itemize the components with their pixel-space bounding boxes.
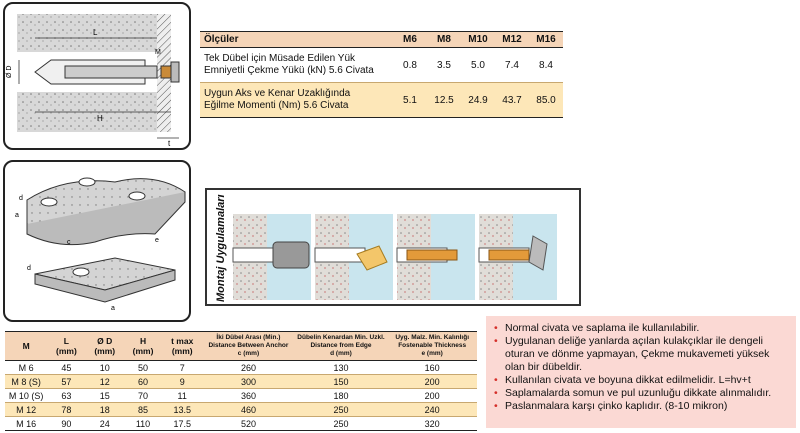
dim-cell: 460 xyxy=(202,403,294,417)
load-value: 7.4 xyxy=(495,48,529,83)
dim-label-m: M xyxy=(155,49,161,56)
load-row-label xyxy=(200,48,393,83)
dim-cell: 200 xyxy=(387,389,477,403)
dim-cell: 11 xyxy=(162,389,202,403)
dim-cell: 150 xyxy=(295,375,388,389)
load-row-label xyxy=(200,83,393,118)
label-line: Eğilme Momenti (Nm) 5.6 Civata xyxy=(204,100,349,111)
dim-cell: 520 xyxy=(202,417,294,431)
anchor-section-diagram xyxy=(3,2,191,150)
dim-label-l: L xyxy=(93,28,98,37)
dim-header-cell: Uyg. Malz. Min. Kalınlığı Fostenable Thickness e (mm) xyxy=(387,332,477,361)
load-header-cell: M16 xyxy=(529,32,563,48)
note-item: • Saplamalarda somun ve pul uzunluğu dikkate alınmalıdır. xyxy=(494,387,772,399)
dim-cell: 7 xyxy=(162,361,202,375)
dim-header-cell: H (mm) xyxy=(124,332,162,361)
step-fasten xyxy=(479,214,557,300)
moment-value: 5.1 xyxy=(393,83,427,118)
step-drill xyxy=(233,214,311,300)
dim-cell: 78 xyxy=(47,403,85,417)
spacing-label-c: c xyxy=(67,239,71,246)
montage-title: Montaj Uygulamaları xyxy=(215,194,227,302)
bullet-icon: • xyxy=(494,387,498,399)
bullet-icon: • xyxy=(494,374,498,386)
dim-cell: 360 xyxy=(202,389,294,403)
dim-cell: 110 xyxy=(124,417,162,431)
montage-steps-svg xyxy=(207,190,579,304)
load-header-cell: M8 xyxy=(427,32,461,48)
dim-header-cell: t max (mm) xyxy=(162,332,202,361)
dim-cell: 320 xyxy=(387,417,477,431)
dim-label-t: t xyxy=(168,139,171,148)
spacing-diagram xyxy=(3,160,191,322)
dim-cell: 18 xyxy=(86,403,124,417)
anchor-section-svg xyxy=(5,4,189,148)
moment-value: 43.7 xyxy=(495,83,529,118)
montage-strip xyxy=(205,188,581,306)
dim-cell: 85 xyxy=(124,403,162,417)
dim-cell: 200 xyxy=(387,375,477,389)
dim-table-row xyxy=(5,389,477,403)
dim-cell: 15 xyxy=(86,389,124,403)
dim-cell: 24 xyxy=(86,417,124,431)
load-value: 3.5 xyxy=(427,48,461,83)
note-item: • Kullanılan civata ve boyuna dikkat edilmelidir. L=hv+t xyxy=(494,374,751,386)
spacing-label-d2: d xyxy=(27,265,31,272)
dim-cell: 63 xyxy=(47,389,85,403)
spacing-label-e: e xyxy=(155,237,159,244)
dim-cell: 60 xyxy=(124,375,162,389)
dim-label-h: H xyxy=(97,114,103,123)
dim-cell: 240 xyxy=(387,403,477,417)
dim-cell: 130 xyxy=(295,361,388,375)
dim-table-row xyxy=(5,361,477,375)
dim-label-d: Ø D xyxy=(6,65,13,78)
load-header-cell: M6 xyxy=(393,32,427,48)
dim-header-cell: İki Dübel Arası (Min.) Distance Between Anchor c (mm) xyxy=(202,332,294,361)
spacing-label-a: a xyxy=(15,212,19,219)
moment-value: 12.5 xyxy=(427,83,461,118)
dim-cell: 300 xyxy=(202,375,294,389)
dim-header-cell: L (mm) xyxy=(47,332,85,361)
spacing-svg xyxy=(5,162,189,320)
spacing-label-a2: a xyxy=(111,305,115,312)
dim-cell: 180 xyxy=(295,389,388,403)
moment-value: 85.0 xyxy=(529,83,563,118)
dimensions-table xyxy=(5,331,477,431)
dim-cell: 250 xyxy=(295,417,388,431)
note-item: • Normal civata ve saplama ile kullanılabilir. xyxy=(494,322,700,334)
load-header-cell: M12 xyxy=(495,32,529,48)
dim-cell: 70 xyxy=(124,389,162,403)
label-line: Uygun Aks ve Kenar Uzaklığında xyxy=(204,88,351,99)
load-value: 5.0 xyxy=(461,48,495,83)
spacing-label-d: d xyxy=(19,195,23,202)
dim-table-row xyxy=(5,417,477,431)
dim-header-cell: Dübelin Kenardan Min. Uzkl. Distance from Edge d (mm) xyxy=(295,332,388,361)
dim-cell: M 12 xyxy=(5,403,47,417)
load-value: 8.4 xyxy=(529,48,563,83)
note-item: • Uygulanan deliğe yanlarda açılan kulakçıklar ile dengeli oturan ve dönme yapmayan, Çekme mukavemeti yüksek olan bir dübeldir. xyxy=(494,335,770,373)
label-line: Tek Dübel için Müsade Edilen Yük xyxy=(204,53,356,64)
dim-cell: 260 xyxy=(202,361,294,375)
notes-box xyxy=(486,316,796,428)
dim-table-row xyxy=(5,375,477,389)
dim-header-cell: Ø D (mm) xyxy=(86,332,124,361)
bullet-icon: • xyxy=(494,335,498,347)
dim-cell: 10 xyxy=(86,361,124,375)
step-insert xyxy=(397,214,475,300)
dim-cell: 57 xyxy=(47,375,85,389)
dim-table-header xyxy=(5,332,477,361)
moment-value: 24.9 xyxy=(461,83,495,118)
bullet-icon: • xyxy=(494,400,498,412)
step-clean xyxy=(315,214,393,300)
dim-cell: 160 xyxy=(387,361,477,375)
dim-header-cell: M xyxy=(5,332,47,361)
dim-cell: 13.5 xyxy=(162,403,202,417)
load-table-row xyxy=(200,83,563,118)
load-table-row xyxy=(200,48,563,83)
load-table xyxy=(200,31,563,118)
dim-cell: 90 xyxy=(47,417,85,431)
dim-cell: M 16 xyxy=(5,417,47,431)
note-item: • Paslanmalara karşı çinko kaplıdır. (8-10 mikron) xyxy=(494,400,728,412)
dim-cell: M 8 (S) xyxy=(5,375,47,389)
dim-cell: 17.5 xyxy=(162,417,202,431)
dim-cell: 250 xyxy=(295,403,388,417)
dim-cell: 50 xyxy=(124,361,162,375)
dim-cell: M 10 (S) xyxy=(5,389,47,403)
dim-cell: 12 xyxy=(86,375,124,389)
bullet-icon: • xyxy=(494,322,498,334)
load-header-cell: M10 xyxy=(461,32,495,48)
dim-cell: M 6 xyxy=(5,361,47,375)
label-line: Emniyetli Çekme Yükü (kN) 5.6 Civata xyxy=(204,65,374,76)
dim-table-row xyxy=(5,403,477,417)
load-table-header xyxy=(200,32,563,48)
dim-cell: 9 xyxy=(162,375,202,389)
load-value: 0.8 xyxy=(393,48,427,83)
load-header-cell: Ölçüler xyxy=(200,32,393,48)
dim-cell: 45 xyxy=(47,361,85,375)
